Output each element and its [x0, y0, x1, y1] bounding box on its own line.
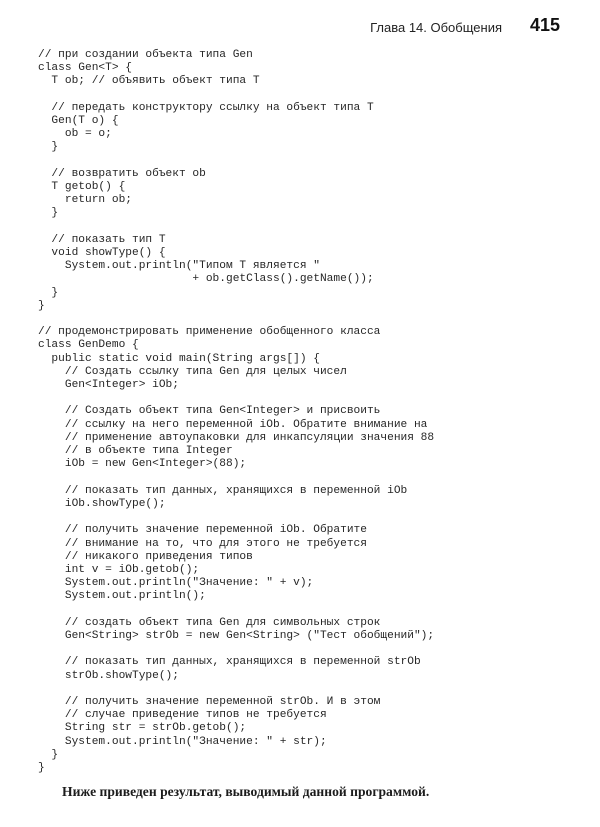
code-line: System.out.println("Типом T является "	[38, 260, 320, 273]
code-line	[38, 511, 434, 524]
code-line: // показать тип данных, хранящихся в переменной strOb	[38, 656, 421, 669]
code-line: class Gen<T> {	[38, 62, 132, 75]
code-line: System.out.println();	[38, 590, 206, 603]
code-line: System.out.println("Значение: " + str);	[38, 735, 327, 748]
code-line: // передать конструктору ссылку на объект типа T	[38, 101, 374, 114]
code-line: String str = strOb.getob();	[38, 722, 247, 735]
code-listing	[38, 49, 434, 775]
code-line: // внимание на то, что для этого не требуется	[38, 537, 367, 550]
code-line: // возвратить объект ob	[38, 167, 206, 180]
code-line: }	[38, 761, 45, 774]
code-line: }	[38, 286, 59, 299]
code-line: // создать объект типа Gen для символьных строк	[38, 616, 381, 629]
code-line: }	[38, 207, 59, 220]
code-line: Gen<String> strOb = new Gen<String> ("Тест обобщений");	[38, 629, 435, 642]
code-line: iOb.showType();	[38, 497, 166, 510]
code-line	[38, 313, 434, 326]
code-line: T ob; // объявить объект типа T	[38, 75, 260, 88]
code-line: ob = o;	[38, 128, 112, 141]
code-line: // получить значение переменной strOb. И в этом	[38, 695, 381, 708]
body-paragraph: Ниже приведен результат, выводимый данной программой.	[62, 784, 430, 799]
code-line: // случае приведение типов не требуется	[38, 709, 327, 722]
code-line	[38, 604, 434, 617]
code-line	[38, 683, 434, 696]
code-line: System.out.println("Значение: " + v);	[38, 577, 314, 590]
page-header	[0, 14, 600, 40]
code-line: Gen<Integer> iOb;	[38, 379, 179, 392]
code-line: void showType() {	[38, 247, 166, 260]
page-number: 415	[529, 15, 560, 35]
code-line	[38, 89, 434, 102]
code-line	[38, 643, 434, 656]
code-line: }	[38, 299, 45, 312]
code-line: // показать тип T	[38, 233, 166, 246]
code-line: // в объекте типа Integer	[38, 445, 233, 458]
code-line: // ссылку на него переменной iOb. Обратите внимание на	[38, 418, 428, 431]
code-line	[38, 155, 434, 168]
code-line	[38, 221, 434, 234]
chapter-title: Глава 14. Обобщения	[370, 20, 502, 35]
code-line: strOb.showType();	[38, 669, 179, 682]
code-line: // показать тип данных, хранящихся в переменной iOb	[38, 484, 408, 497]
code-line: // продемонстрировать применение обобщенного класса	[38, 326, 381, 339]
code-line: + ob.getClass().getName());	[38, 273, 374, 286]
code-line: }	[38, 748, 59, 761]
code-line: }	[38, 141, 59, 154]
code-line: // применение автоупаковки для инкапсуляции значения 88	[38, 431, 435, 444]
code-line: iOb = new Gen<Integer>(88);	[38, 458, 247, 471]
code-line: // при создании объекта типа Gen	[38, 49, 253, 61]
code-line: // Создать объект типа Gen<Integer> и присвоить	[38, 405, 381, 418]
code-line: // получить значение переменной iOb. Обратите	[38, 524, 367, 537]
code-line: // Создать ссылку типа Gen для целых чисел	[38, 365, 347, 378]
code-line: return ob;	[38, 194, 132, 207]
code-line: // никакого приведения типов	[38, 550, 253, 563]
code-line: Gen(T o) {	[38, 115, 119, 128]
code-line: public static void main(String args[]) {	[38, 352, 320, 365]
code-line	[38, 392, 434, 405]
code-line	[38, 472, 434, 485]
code-line: T getob() {	[38, 181, 126, 194]
code-line: int v = iOb.getob();	[38, 563, 200, 576]
code-line: class GenDemo {	[38, 339, 139, 352]
